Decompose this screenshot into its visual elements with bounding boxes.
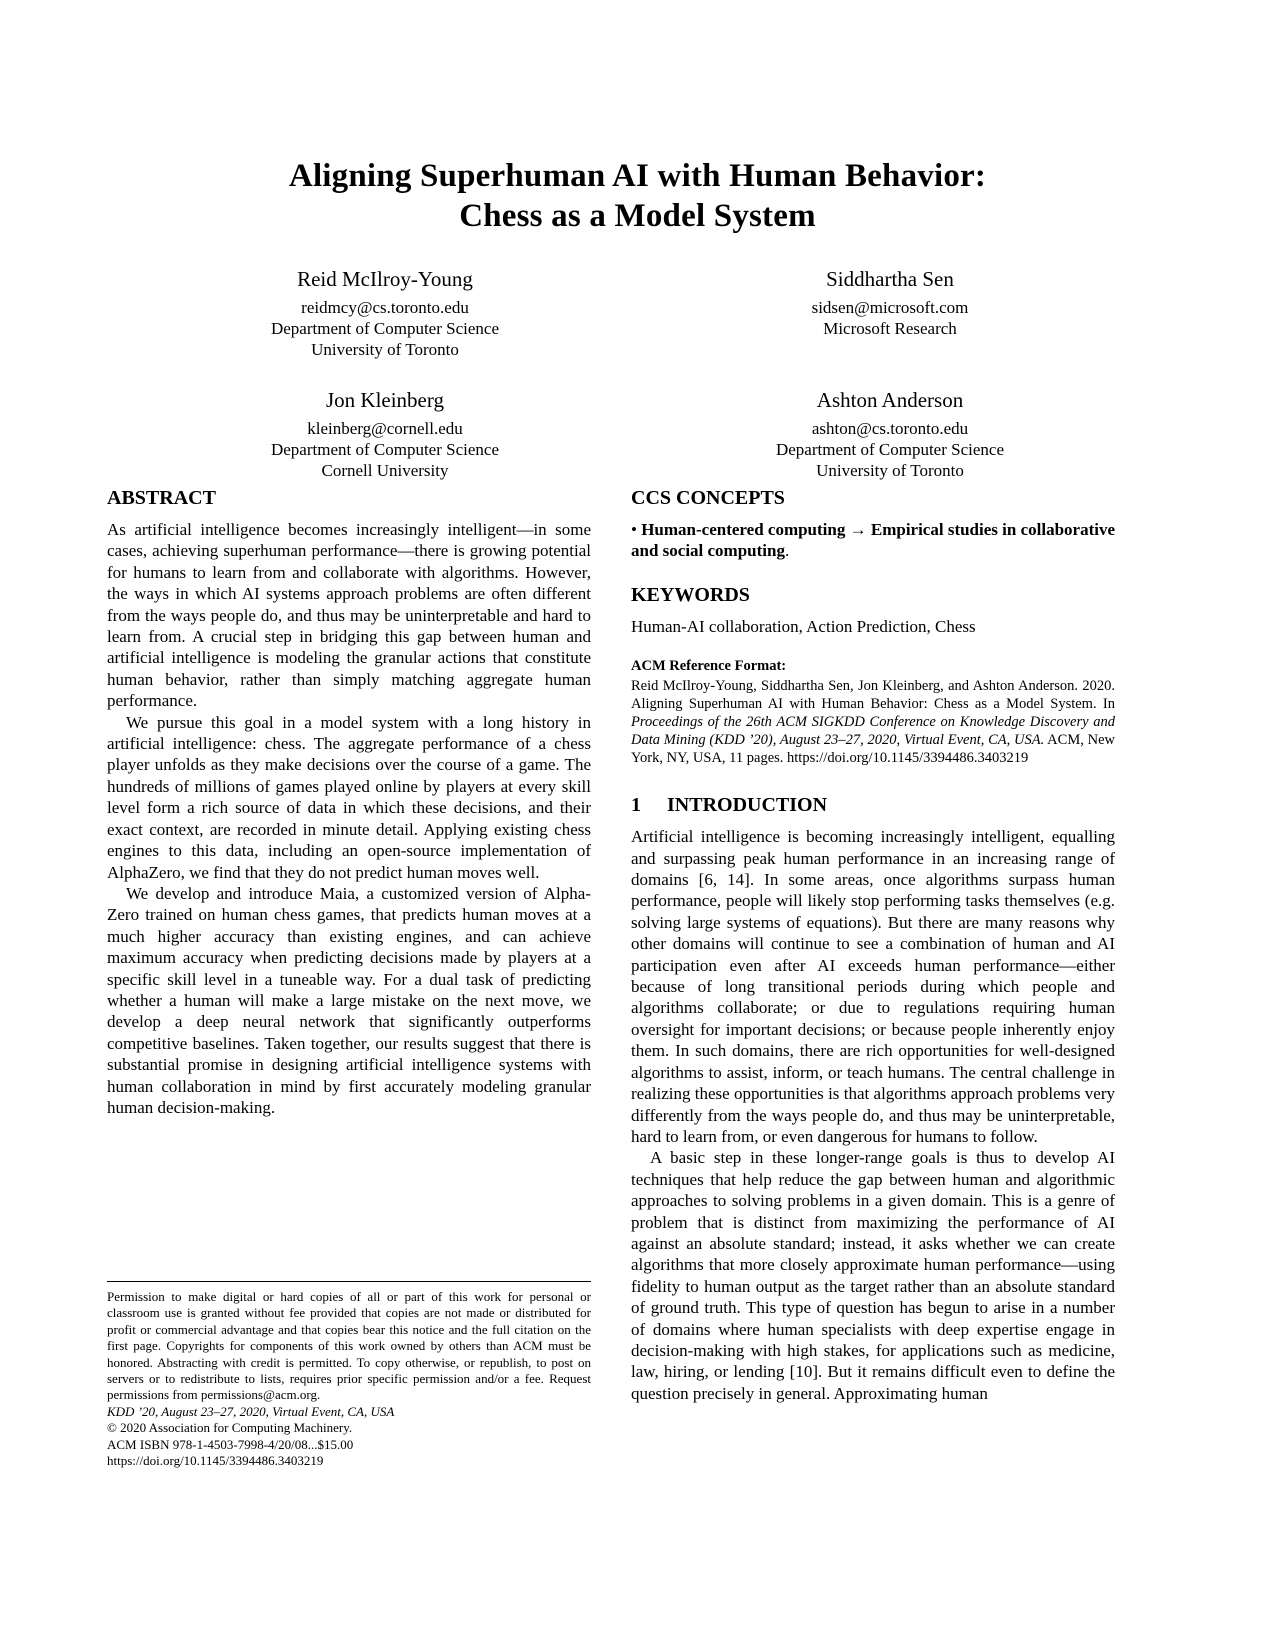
ccs-bullet: • (631, 520, 642, 539)
author-affiliation: Department of Computer Science (270, 440, 499, 459)
author-ashton-anderson (638, 387, 1143, 481)
acm-ref-doi: ACM, New York, NY, USA, 11 pages. https://doi.org/10.1145/3394486.3403219 (631, 732, 1115, 767)
author-email: kleinberg@cornell.edu (307, 419, 463, 438)
introduction-heading (631, 794, 1115, 817)
ccs-concept-2: Empirical studies in collaborative and social computing (631, 520, 1115, 561)
author-email: sidsen@microsoft.com (811, 298, 969, 317)
paper-title (0, 156, 1275, 236)
author-name: Ashton Anderson (816, 388, 964, 412)
doi-line: https://doi.org/10.1145/3394486.3403219 (107, 1453, 324, 1469)
author-affiliation: Cornell University (321, 461, 449, 480)
section-title: INTRODUCTION (667, 794, 828, 817)
abstract-heading: ABSTRACT (107, 487, 216, 509)
author-jon-kleinberg (133, 387, 638, 481)
author-affiliation: University of Toronto (311, 340, 459, 359)
section-number: 1 (631, 794, 641, 817)
authors-block (133, 266, 1143, 481)
author-affiliation: Department of Computer Science (775, 440, 1004, 459)
footnote-rule (107, 1281, 591, 1282)
author-name: Reid McIlroy-Young (297, 267, 473, 291)
conference-line: KDD ’20, August 23–27, 2020, Virtual Event, CA, USA (107, 1403, 395, 1419)
ccs-concept-1: Human-centered computing (641, 520, 846, 539)
author-reid-mcilroy-young (133, 266, 638, 360)
copyright-footnote (107, 1281, 591, 1469)
acm-ref-text (631, 677, 1115, 767)
paper-title-line1: Aligning Superhuman AI with Human Behavior: (288, 158, 987, 194)
paper-title-line2: Chess as a Model System (459, 198, 816, 234)
author-affiliation: Microsoft Research (823, 319, 957, 338)
author-siddhartha-sen (638, 266, 1143, 360)
acm-ref-heading: ACM Reference Format: (631, 658, 787, 675)
acm-ref-citation: Reid McIlroy-Young, Siddhartha Sen, Jon Kleinberg, and Ashton Anderson. 2020. Aligning Superhuman AI with Human Behavior: Chess as a Model System. In (631, 678, 1115, 713)
ccs-concepts-text (631, 519, 1115, 562)
ccs-heading: CCS CONCEPTS (631, 487, 785, 509)
keywords-text: Human-AI collaboration, Action Prediction, Chess (631, 616, 976, 636)
author-affiliation: University of Toronto (816, 461, 964, 480)
introduction-paragraph-1: Artificial intelligence is becoming increasingly intelligent, equalling and surpassing peak human performance in an increasing range of domains [6, 14]. In some areas, once algorithms surpass human performance, people will likely stop performing tasks themselves (e.g. solving large systems of equations). But there are many reasons why other domains will continue to see a combination of human and AI participation even after AI exceeds human performance—either because of long transitional periods during which people and algorithms collaborate; or due to regulations requiring human oversight for important decisions; or because people inherently enjoy them. In such domains, there are rich opportunities for well-designed algorithms to assist, inform, or teach humans. The central challenge in realizing these opportunities is that algorithms approach problems very differently from the ways people do, and thus may be uninterpretable, hard to learn from, or even dangerous for humans to follow. (631, 827, 1115, 1146)
acm-ref-proceedings: Proceedings of the 26th ACM SIGKDD Conference on Knowledge Discovery and Data Mining (KDD ’20), August 23–27, 2020, Virtual Event, CA, USA. (631, 714, 1115, 749)
author-affiliation: Department of Computer Science (270, 319, 499, 338)
ccs-period: . (784, 541, 790, 561)
left-column (107, 487, 591, 1118)
abstract-paragraph-3: We develop and introduce Maia, a customized version of Alpha-Zero trained on human chess games, that predicts human moves at a much higher accuracy than existing engines, and can achieve maximum accuracy when predicting decisions made by players at a specific skill level in a tuneable way. For a dual task of predicting whether a human will make a large mistake on the next move, we develop a deep neural network that significantly outperforms competitive baselines. Taken together, our results suggest that there is substantial promise in designing artificial intelligence systems with human collaboration in mind by first accurately modeling granular human decision-making. (107, 883, 591, 1117)
copyright-line: © 2020 Association for Computing Machinery. (107, 1420, 353, 1436)
right-column (631, 487, 1115, 1404)
author-name: Jon Kleinberg (325, 388, 444, 412)
author-email: ashton@cs.toronto.edu (811, 419, 969, 438)
ccs-arrow: → (845, 520, 871, 539)
introduction-paragraph-2: A basic step in these longer-range goals is thus to develop AI techniques that help reduce the gap between human and algorithmic approaches to solving problems in a given domain. This is a genre of problem that is distinct from maximizing the performance of AI against an absolute standard; instead, it asks whether we can create algorithms that more closely approximate human performance—using fidelity to human output as the target rather than an absolute standard of ground truth. This type of question has begun to arise in a number of domains where human specialists with deep expertise engage in decision-making with high stakes, for applications such as medicine, law, hiring, or lending [10]. But it remains difficult even to define the question precisely in general. Approximating human (631, 1148, 1115, 1403)
author-email: reidmcy@cs.toronto.edu (301, 298, 469, 317)
permission-text: Permission to make digital or hard copies of all or part of this work for personal or classroom use is granted without fee provided that copies are not made or distributed for profit or commercial advantage and that copies bear this notice and the full citation on the first page. Copyrights for components of this work owned by others than ACM must be honored. Abstracting with credit is permitted. To copy otherwise, or republish, to post on servers or to redistribute to lists, requires prior specific permission and/or a fee. Request permissions from permissions@acm.org. (107, 1289, 591, 1403)
author-name: Siddhartha Sen (826, 267, 954, 291)
abstract-paragraph-1: As artificial intelligence becomes increasingly intelligent—in some cases, achieving superhuman performance—there is growing potential for humans to learn from and collaborate with algorithms. However, the ways in which AI systems approach problems are often different from the ways people do, and thus may be uninterpretable and hard to learn from. A crucial step in bridging this gap between human and artificial intelligence is modeling the granular actions that constitute human behavior, rather than simply matching aggregate human performance. (107, 520, 591, 711)
isbn-line: ACM ISBN 978-1-4503-7998-4/20/08...$15.00 (107, 1436, 354, 1452)
title-block (0, 156, 1275, 481)
keywords-heading: KEYWORDS (631, 583, 750, 606)
abstract-paragraph-2: We pursue this goal in a model system with a long history in artificial intelligence: chess. The aggregate performance of a chess player unfolds as they make decisions over the course of a game. The hundreds of millions of games played online by players at every skill level form a rich source of data in which these decisions, and their exact context, are recorded in minute detail. Applying existing chess engines to this data, including an open-source implementation of AlphaZero, we find that they do not predict human moves well. (107, 712, 591, 882)
